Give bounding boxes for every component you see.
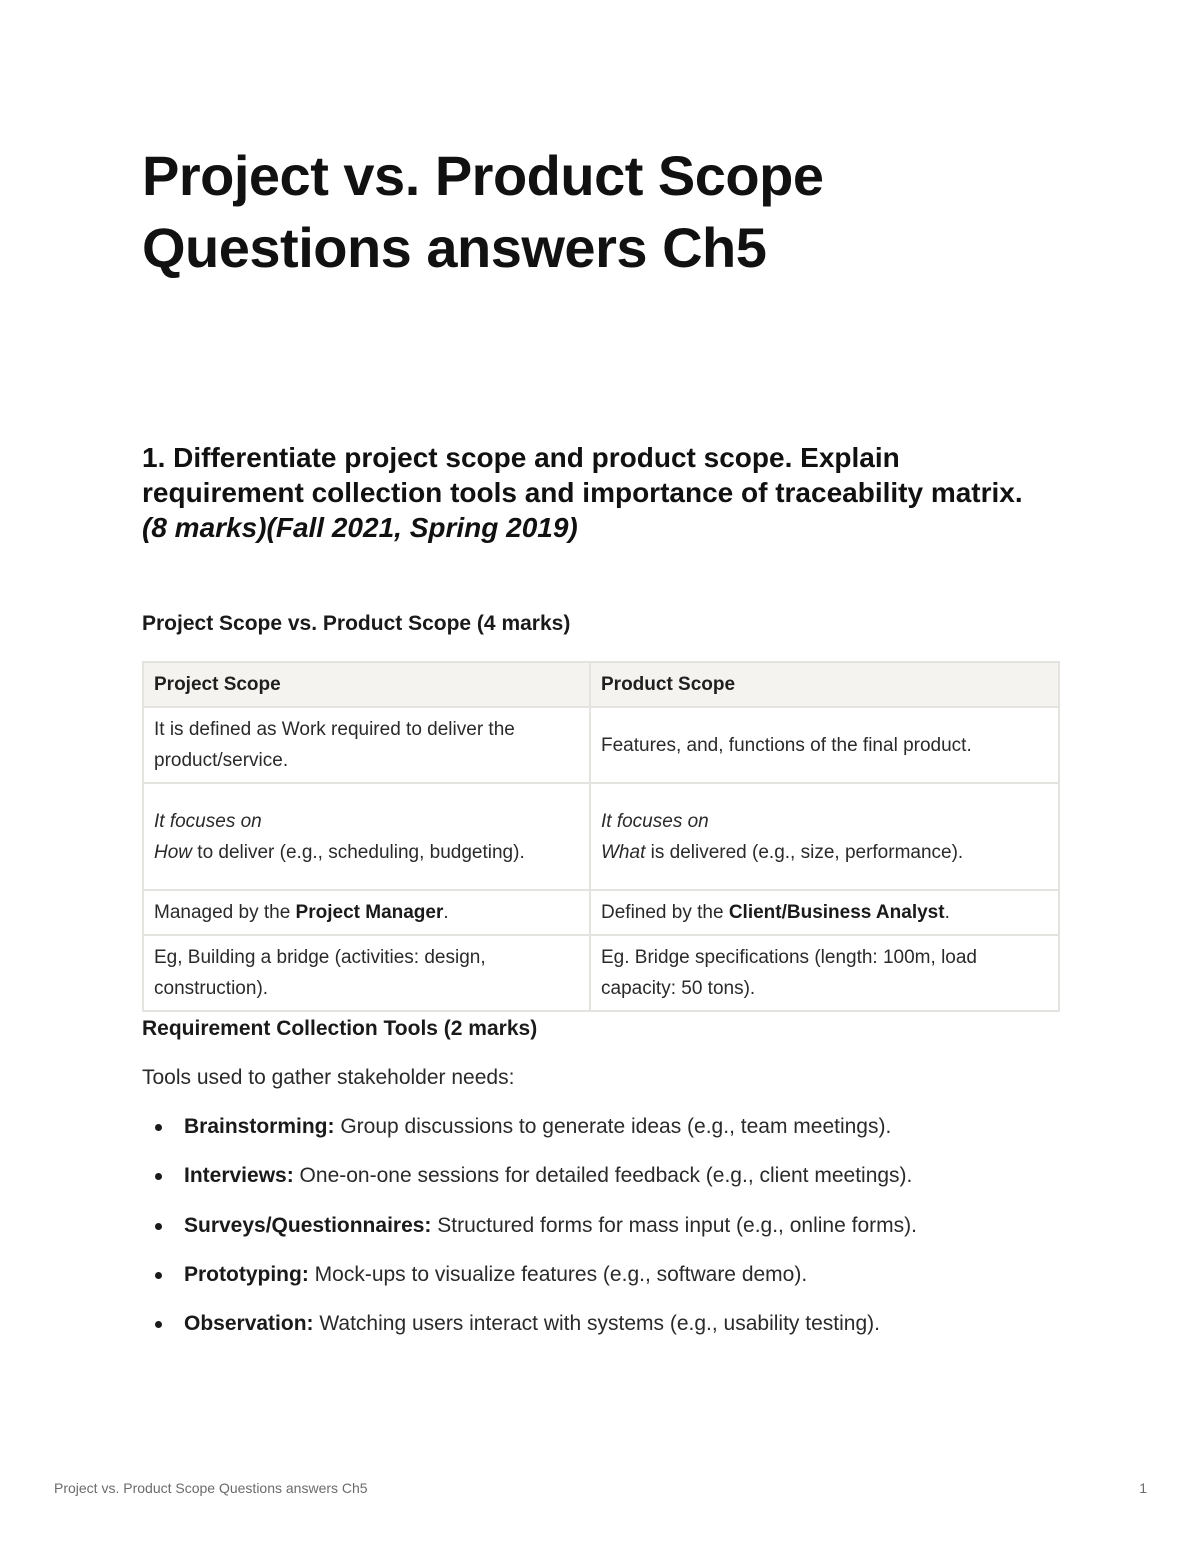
tool-term: Prototyping: [184,1262,309,1286]
cell-product-definer-pre: Defined by the [601,902,729,923]
tool-desc: Watching users interact with systems (e.g., usability testing). [313,1312,880,1336]
footer-page-number: 1 [1139,1480,1147,1496]
scope-section-heading: Project Scope vs. Product Scope (4 marks) [142,612,571,635]
question-heading [142,440,1042,545]
cell-project-definition: It is defined as Work required to deliver the product/service. [143,707,590,783]
tool-term: Surveys/Questionnaires: [184,1213,432,1237]
cell-product-focus [590,783,1059,890]
tools-section-heading: Requirement Collection Tools (2 marks) [142,1017,538,1040]
tool-term: Interviews: [184,1164,294,1188]
cell-project-manager-post: . [443,902,449,923]
page-title-line-2: Questions answers Ch5 [142,216,767,279]
cell-product-focus-rest: is delivered (e.g., size, performance). [645,841,964,863]
page-title [142,140,1082,284]
tool-desc: One-on-one sessions for detailed feedback (e.g., client meetings). [293,1164,913,1188]
cell-product-definer [590,890,1059,935]
list-item [142,1159,1102,1208]
table-row [143,890,1059,935]
cell-product-definition: Features, and, functions of the final product. [590,707,1059,783]
header-project-scope: Project Scope [143,662,590,707]
question-marks: (8 marks)(Fall 2021, Spring 2019) [142,512,578,543]
cell-project-manager [143,890,590,935]
table-row [143,707,1059,783]
cell-product-definer-post: . [944,902,950,923]
cell-project-example: Eg, Building a bridge (activities: design, construction). [143,935,590,1011]
tool-desc: Group discussions to generate ideas (e.g., team meetings). [334,1115,892,1138]
tool-term: Observation: [184,1312,314,1336]
bullet-icon [155,1272,162,1279]
tools-list [142,1110,1102,1356]
bullet-icon [155,1321,162,1328]
list-item [142,1307,1102,1356]
scope-comparison-table [142,661,1060,1012]
tool-desc: Structured forms for mass input (e.g., online forms). [431,1213,917,1237]
list-item [142,1110,1102,1159]
cell-project-focus-rest: to deliver (e.g., scheduling, budgeting). [192,841,525,863]
list-item [142,1258,1102,1307]
footer-document-title: Project vs. Product Scope Questions answers Ch5 [54,1480,368,1496]
page-title-line-1: Project vs. Product Scope [142,144,824,207]
table-row [143,783,1059,890]
bullet-icon [155,1173,162,1180]
tools-intro: Tools used to gather stakeholder needs: [142,1066,515,1089]
cell-project-focus-em: How [154,841,193,863]
question-text: 1. Differentiate project scope and product scope. Explain requirement collection tools and importance of traceability matrix. [142,442,1023,508]
bullet-icon [155,1124,162,1131]
table-row [143,935,1059,1011]
header-product-scope: Product Scope [590,662,1059,707]
cell-product-example: Eg. Bridge specifications (length: 100m, load capacity: 50 tons). [590,935,1059,1011]
list-item [142,1209,1102,1258]
table-header-row [143,662,1059,707]
tool-term: Brainstorming: [184,1115,335,1138]
tool-desc: Mock-ups to visualize features (e.g., software demo). [308,1262,808,1286]
bullet-icon [155,1223,162,1230]
cell-product-focus-lead: It focuses on [601,810,709,832]
cell-project-manager-strong: Project Manager [295,902,444,923]
cell-project-focus-lead: It focuses on [154,810,262,832]
cell-product-focus-em: What [601,841,646,863]
cell-product-definer-strong: Client/Business Analyst [728,902,945,923]
cell-project-manager-pre: Managed by the [154,902,296,923]
cell-project-focus [143,783,590,890]
